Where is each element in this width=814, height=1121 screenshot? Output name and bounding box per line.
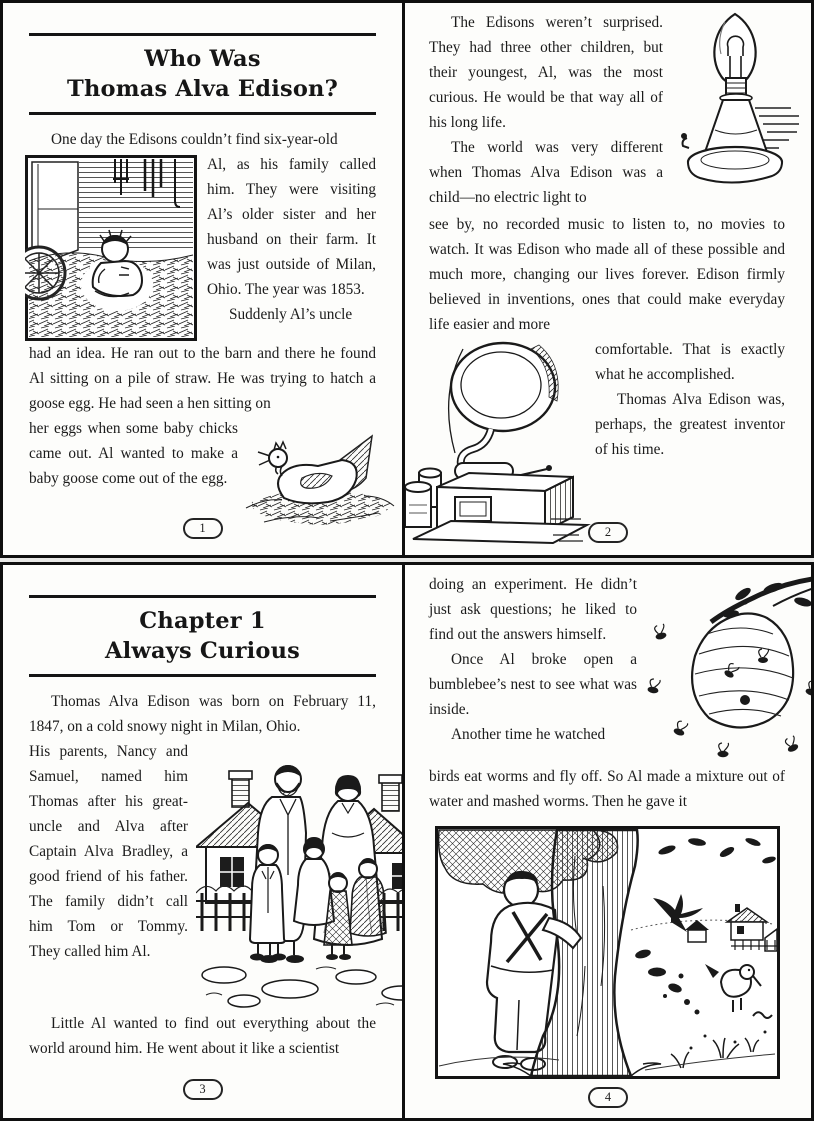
paragraph: One day the Edisons couldn’t find six-year-old — [51, 131, 338, 148]
book-title — [29, 44, 376, 104]
paragraph: her eggs when some baby chicks came out. Al wanted to make a baby goose come out of the egg. — [29, 420, 238, 487]
page-number: 4 — [588, 1087, 628, 1108]
page-2-body — [429, 10, 785, 547]
illustration-hen-on-nest — [244, 418, 396, 530]
title-rule-top — [29, 595, 376, 598]
paragraph: Little Al wanted to find out everything about the world around him. He went about it like a scientist — [29, 1015, 376, 1057]
title-rule-top — [29, 33, 376, 36]
page-1-body — [29, 127, 376, 530]
illustration-boy-tree-birds — [435, 826, 780, 1087]
page-4-body — [429, 572, 785, 1087]
title-rule-bottom — [29, 674, 376, 677]
paragraph: had an idea. He ran out to the barn and there he found Al sitting on a pile of straw. He was trying to hatch a goose egg. He had seen a hen sitting on — [29, 345, 376, 412]
page-number: 1 — [183, 518, 223, 539]
illustration-phonograph — [429, 335, 587, 547]
illustration-boy-on-straw-in-barn — [25, 155, 197, 341]
book-title-line1: Who Was — [144, 46, 261, 72]
paragraph: birds eat worms and fly off. So Al made a mixture out of water and mashed worms. Then he gave it — [429, 768, 785, 810]
paragraph: doing an experiment. He didn’t just ask questions; he liked to find out the answers himself. — [429, 576, 637, 643]
page-3-body — [29, 689, 376, 1061]
paragraph: Another time he watched — [451, 726, 606, 743]
paragraph: Al, as his family called him. They were visiting Al’s older sister and her husband on their farm. It was just outside of Milan, Ohio. The year was 1853. — [207, 156, 376, 298]
paragraph: Thomas Alva Edison was born on February 11, 1847, on a cold snowy night in Milan, Ohio. — [29, 693, 376, 735]
title-rule-bottom — [29, 112, 376, 115]
book-title-line2: Thomas Alva Edison? — [67, 76, 338, 102]
illustration-light-bulb — [671, 10, 803, 212]
book-title-block — [29, 33, 376, 115]
chapter-title-block — [29, 595, 376, 677]
paragraph: The Edisons weren’t surprised. They had three other children, but their youngest, Al, was the most curious. He would be that way all of his long life. — [429, 14, 663, 131]
chapter-name: Always Curious — [104, 638, 301, 664]
paragraph: His parents, Nancy and Samuel, named him Thomas after his great-uncle and Alva after Captain Alva Bradley, a good friend of his father. The family didn’t call him Tom or Tommy. They called him Al. — [29, 743, 188, 960]
page-number: 3 — [183, 1079, 223, 1100]
chapter-number: Chapter 1 — [139, 608, 266, 634]
paragraph: Suddenly Al’s uncle — [229, 306, 353, 323]
chapter-title — [29, 606, 376, 666]
page-1 — [0, 0, 405, 558]
page-2 — [405, 0, 814, 558]
illustration-edison-family — [196, 743, 400, 1011]
paragraph: see by, no recorded music to listen to, no movies to watch. It was Edison who made all of these possible and much more, changing our lives forever. Edison firmly believed in inventions, ones that could make everyday life easier and more — [429, 216, 785, 333]
paragraph: comfortable. That is exactly what he accomplished. — [595, 341, 785, 383]
paragraph: The world was very different when Thomas Alva Edison was a child—no electric light to — [429, 139, 663, 206]
page-3 — [0, 562, 405, 1121]
page-4 — [405, 562, 814, 1121]
paragraph: Once Al broke open a bumblebee’s nest to see what was inside. — [429, 651, 637, 718]
canisters — [405, 469, 441, 528]
paragraph: Thomas Alva Edison was, perhaps, the greatest inventor of his time. — [595, 391, 785, 458]
illustration-bumblebee-nest — [645, 572, 814, 764]
page-number: 2 — [588, 522, 628, 543]
